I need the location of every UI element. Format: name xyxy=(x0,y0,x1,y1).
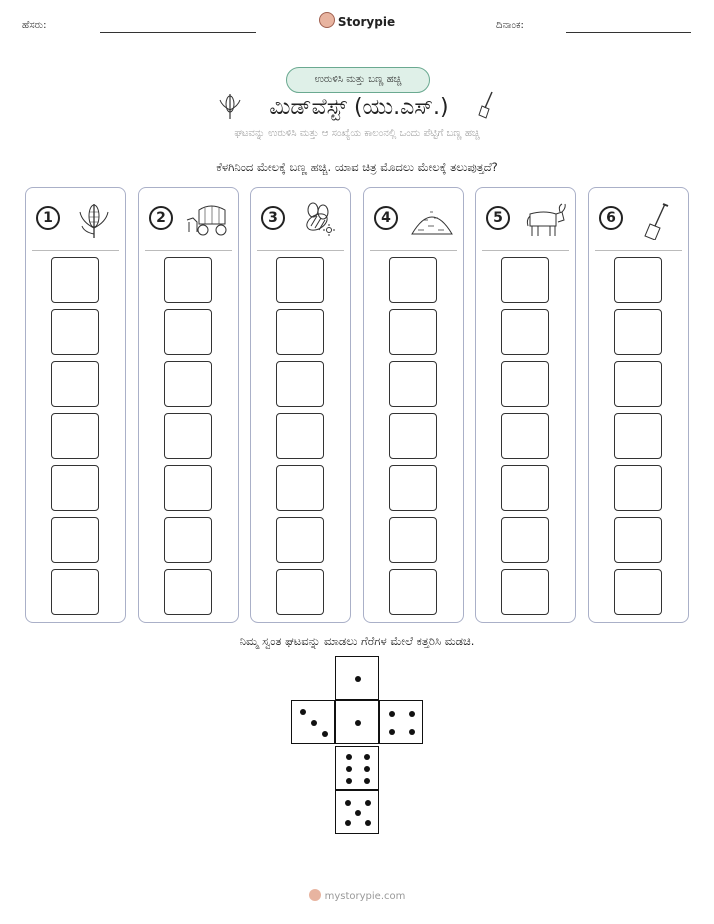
activity-pill: ಉರುಳಿಸಿ ಮತ್ತು ಬಣ್ಣ ಹಚ್ಚಿ xyxy=(286,67,430,93)
color-box[interactable] xyxy=(276,517,324,563)
color-box[interactable] xyxy=(389,309,437,355)
color-box[interactable] xyxy=(614,413,662,459)
color-box[interactable] xyxy=(164,309,212,355)
column-number: 5 xyxy=(486,206,510,230)
color-box[interactable] xyxy=(614,517,662,563)
subtitle: ಘಟವನ್ನು ಉರುಳಿಸಿ ಮತ್ತು ಆ ಸಂಖ್ಯೆಯ ಕಾಲಂನಲ್ಲಿ ಒಂದು ಪೆಟ್ಟಿಗೆ ಬಣ್ಣ ಹಚ್ಚಿ xyxy=(234,128,480,139)
color-box[interactable] xyxy=(614,465,662,511)
color-box[interactable] xyxy=(164,569,212,615)
die-pip xyxy=(364,766,370,772)
shovel-icon xyxy=(635,200,679,240)
die-pip xyxy=(345,800,351,806)
die-pip xyxy=(300,709,306,715)
storypie-bear-icon xyxy=(309,889,321,901)
die-face-5 xyxy=(335,790,379,834)
color-box[interactable] xyxy=(614,257,662,303)
track-column-5 xyxy=(475,187,576,623)
instruction: ಕೆಳಗಿನಿಂದ ಮೇಲಕ್ಕೆ ಬಣ್ಣ ಹಚ್ಚಿ. ಯಾವ ಚಿತ್ರ ಮೊದಲು ಮೇಲಕ್ಕೆ ತಲುಪುತ್ತದೆ? xyxy=(216,160,498,174)
die-pip xyxy=(355,676,361,682)
page-title xyxy=(0,90,714,124)
color-box[interactable] xyxy=(276,257,324,303)
die-pip xyxy=(355,810,361,816)
page-title-text: ಮಿಡ್‌ವೆಸ್ಟ್ (ಯು.ಎಸ್.) xyxy=(269,95,449,120)
column-divider xyxy=(370,250,457,251)
color-box[interactable] xyxy=(276,413,324,459)
column-divider xyxy=(145,250,232,251)
track-column-3 xyxy=(250,187,351,623)
color-box[interactable] xyxy=(164,361,212,407)
color-box[interactable] xyxy=(164,517,212,563)
color-box[interactable] xyxy=(614,361,662,407)
ox-icon xyxy=(522,200,566,240)
color-box[interactable] xyxy=(276,465,324,511)
die-pip xyxy=(364,754,370,760)
die-pip xyxy=(345,820,351,826)
color-box[interactable] xyxy=(501,309,549,355)
footer xyxy=(0,889,714,902)
die-pip xyxy=(311,720,317,726)
die-pip xyxy=(355,720,361,726)
corn-icon xyxy=(72,200,116,240)
die-pip xyxy=(346,766,352,772)
column-number: 2 xyxy=(149,206,173,230)
name-label: ಹೆಸರು: xyxy=(22,20,47,31)
color-box[interactable] xyxy=(389,569,437,615)
column-divider xyxy=(482,250,569,251)
color-box[interactable] xyxy=(501,361,549,407)
die-pip xyxy=(365,820,371,826)
color-box[interactable] xyxy=(389,465,437,511)
color-box[interactable] xyxy=(614,569,662,615)
column-header xyxy=(34,200,117,242)
corn-icon xyxy=(217,92,243,120)
bee-icon xyxy=(297,200,341,240)
column-divider xyxy=(257,250,344,251)
column-number: 6 xyxy=(599,206,623,230)
color-box[interactable] xyxy=(389,517,437,563)
grain-pile-icon xyxy=(410,200,454,240)
color-box[interactable] xyxy=(164,413,212,459)
color-box[interactable] xyxy=(501,517,549,563)
color-box[interactable] xyxy=(51,309,99,355)
brand-name: Storypie xyxy=(337,15,396,29)
shovel-icon xyxy=(475,90,497,120)
die-face-4 xyxy=(379,700,423,744)
color-box[interactable] xyxy=(276,361,324,407)
storypie-bear-icon xyxy=(319,12,335,28)
track-column-1 xyxy=(25,187,126,623)
die-face-3 xyxy=(291,700,335,744)
track-column-4 xyxy=(363,187,464,623)
color-box[interactable] xyxy=(51,413,99,459)
die-note: ನಿಮ್ಮ ಸ್ವಂತ ಘಟವನ್ನು ಮಾಡಲು ಗೆರೆಗಳ ಮೇಲೆ ಕತ್ತರಿಸಿ ಮಡಚಿ. xyxy=(239,634,475,648)
brand-logo xyxy=(0,12,714,29)
die-pip xyxy=(346,778,352,784)
color-box[interactable] xyxy=(276,309,324,355)
column-header xyxy=(259,200,342,242)
die-pip xyxy=(346,754,352,760)
color-box[interactable] xyxy=(51,569,99,615)
die-pip xyxy=(409,711,415,717)
track-column-2 xyxy=(138,187,239,623)
column-header xyxy=(147,200,230,242)
column-header xyxy=(484,200,567,242)
color-box[interactable] xyxy=(51,257,99,303)
color-box[interactable] xyxy=(164,257,212,303)
color-box[interactable] xyxy=(501,257,549,303)
color-box[interactable] xyxy=(51,517,99,563)
date-label: ದಿನಾಂಕ: xyxy=(496,20,524,31)
die-face-6 xyxy=(335,746,379,790)
color-box[interactable] xyxy=(501,465,549,511)
column-number: 3 xyxy=(261,206,285,230)
die-pip xyxy=(409,729,415,735)
color-box[interactable] xyxy=(501,569,549,615)
die-pip xyxy=(365,800,371,806)
color-box[interactable] xyxy=(51,465,99,511)
column-divider xyxy=(595,250,682,251)
color-box[interactable] xyxy=(614,309,662,355)
die-pip xyxy=(389,729,395,735)
covered-wagon-icon xyxy=(185,200,229,240)
color-box[interactable] xyxy=(51,361,99,407)
die-pip xyxy=(389,711,395,717)
color-box[interactable] xyxy=(501,413,549,459)
name-line[interactable] xyxy=(100,32,256,33)
die-pip xyxy=(364,778,370,784)
die-face-1 xyxy=(335,656,379,700)
column-number: 1 xyxy=(36,206,60,230)
column-header xyxy=(372,200,455,242)
column-header xyxy=(597,200,680,242)
die-face-1 xyxy=(335,700,379,744)
color-box[interactable] xyxy=(276,569,324,615)
color-box[interactable] xyxy=(389,257,437,303)
footer-url[interactable]: mystorypie.com xyxy=(324,891,406,902)
color-box[interactable] xyxy=(389,361,437,407)
track-column-6 xyxy=(588,187,689,623)
color-box[interactable] xyxy=(164,465,212,511)
column-divider xyxy=(32,250,119,251)
color-box[interactable] xyxy=(389,413,437,459)
date-line[interactable] xyxy=(566,32,691,33)
die-pip xyxy=(322,731,328,737)
column-number: 4 xyxy=(374,206,398,230)
